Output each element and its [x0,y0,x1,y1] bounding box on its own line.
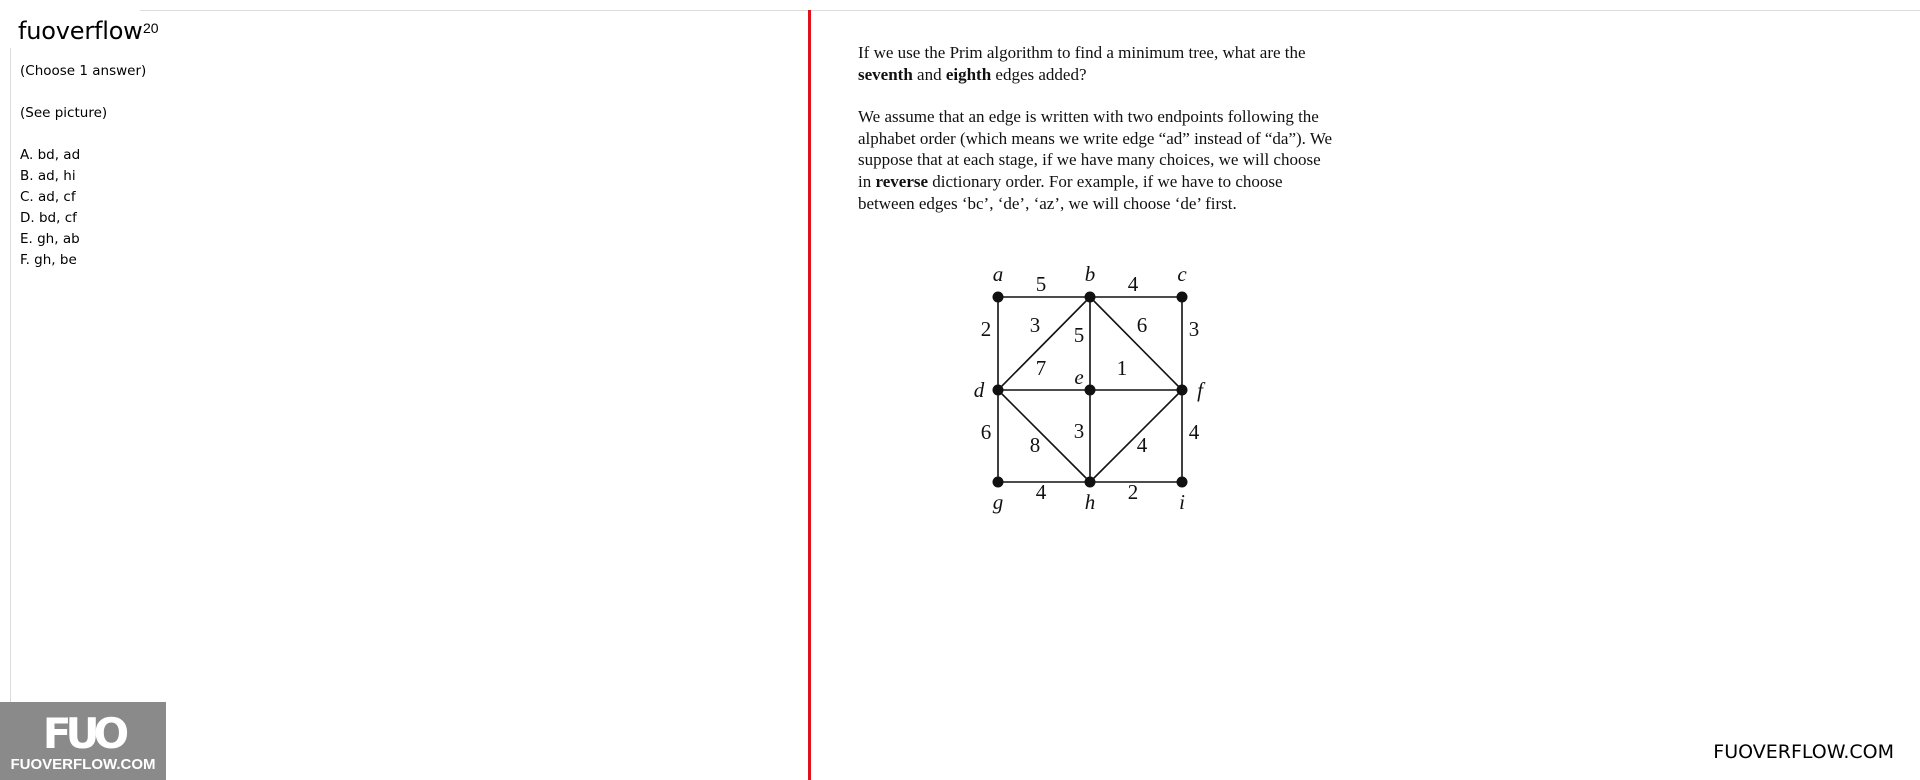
vertex-label-c: c [1177,262,1187,286]
see-picture-hint: (See picture) [20,105,108,121]
column-divider [808,10,811,780]
choose-hint: (Choose 1 answer) [20,63,147,79]
vertex-label-a: a [992,262,1004,286]
edge-weight-fh: 4 [1136,433,1148,457]
graph-vertex-b [1085,292,1096,303]
graph-vertex-a [993,292,1004,303]
question-text-span: If we use the Prim algorithm to find a minimum tree, what are the [858,43,1306,62]
graph-vertex-g [993,477,1004,488]
question-bold-reverse: reverse [875,171,929,191]
vertex-label-b: b [1084,262,1096,286]
answer-option-b[interactable]: B. ad, hi [20,168,76,184]
edge-weight-ad: 2 [980,317,992,341]
question-bold-eighth: eighth [945,64,992,84]
fuoverflow-logo [0,702,166,780]
edge-weight-bc: 4 [1127,272,1139,296]
question-text [858,42,1338,235]
vertex-label-h: h [1084,490,1096,514]
site-brand: fuoverflow [18,17,143,45]
answer-option-c[interactable]: C. ad, cf [20,189,76,205]
answer-option-e[interactable]: E. gh, ab [20,231,80,247]
answer-option-d[interactable]: D. bd, cf [20,210,77,226]
edge-weight-ef: 1 [1116,356,1128,380]
graph-vertex-h [1085,477,1096,488]
edge-weight-cf: 3 [1188,317,1200,341]
question-text-span: We assume that an edge is written with two endpoints following the alphabet order (which means we write edge “ad” instead of “da”). We suppose that at each stage, if we have many choices, we will choose in [858,107,1333,191]
edge-weight-bf: 6 [1136,313,1148,337]
edge-weight-dh: 8 [1029,433,1041,457]
answer-options [20,145,80,271]
logo-url: FUOVERFLOW.COM [10,756,156,773]
edge-weight-gh: 4 [1035,480,1047,504]
edge-weight-ab: 5 [1035,272,1047,296]
edge-weight-fi: 4 [1188,420,1200,444]
graph-vertex-c [1177,292,1188,303]
left-rule [10,48,11,702]
answer-option-a[interactable]: A. bd, ad [20,147,81,163]
graph-figure [960,260,1220,530]
question-text-span: edges added? [991,64,1087,84]
question-paragraph-1 [858,42,1338,85]
graph-vertex-d [993,385,1004,396]
footer-url: FUOVERFLOW.COM [1713,741,1894,763]
vertex-label-d: d [973,378,985,402]
edge-weight-be: 5 [1073,323,1085,347]
edge-weight-eh: 3 [1073,419,1085,443]
graph-vertex-i [1177,477,1188,488]
question-text-span: and [912,64,946,84]
graph-vertex-f [1177,385,1188,396]
vertex-label-f: f [1197,378,1203,402]
top-rule [140,10,1920,11]
vertex-label-g: g [992,490,1004,514]
question-number: 20 [143,20,159,36]
vertex-label-e: e [1074,365,1084,389]
logo-mark: FUO [42,709,124,758]
edge-weight-hi: 2 [1127,480,1139,504]
graph-vertex-e [1085,385,1096,396]
question-bold-seventh: seventh [858,64,913,84]
question-text-span: dictionary order. For example, if we have to choose between edges ‘bc’, ‘de’, ‘az’, we will choose ‘de’ first. [858,171,1283,213]
answer-option-f[interactable]: F. gh, be [20,252,77,268]
graph-edge-bf [1090,297,1182,390]
edge-weight-de: 7 [1035,356,1047,380]
edge-weight-bd: 3 [1029,313,1041,337]
vertex-label-i: i [1179,490,1185,514]
question-paragraph-2 [858,106,1338,214]
edge-weight-dg: 6 [980,420,992,444]
